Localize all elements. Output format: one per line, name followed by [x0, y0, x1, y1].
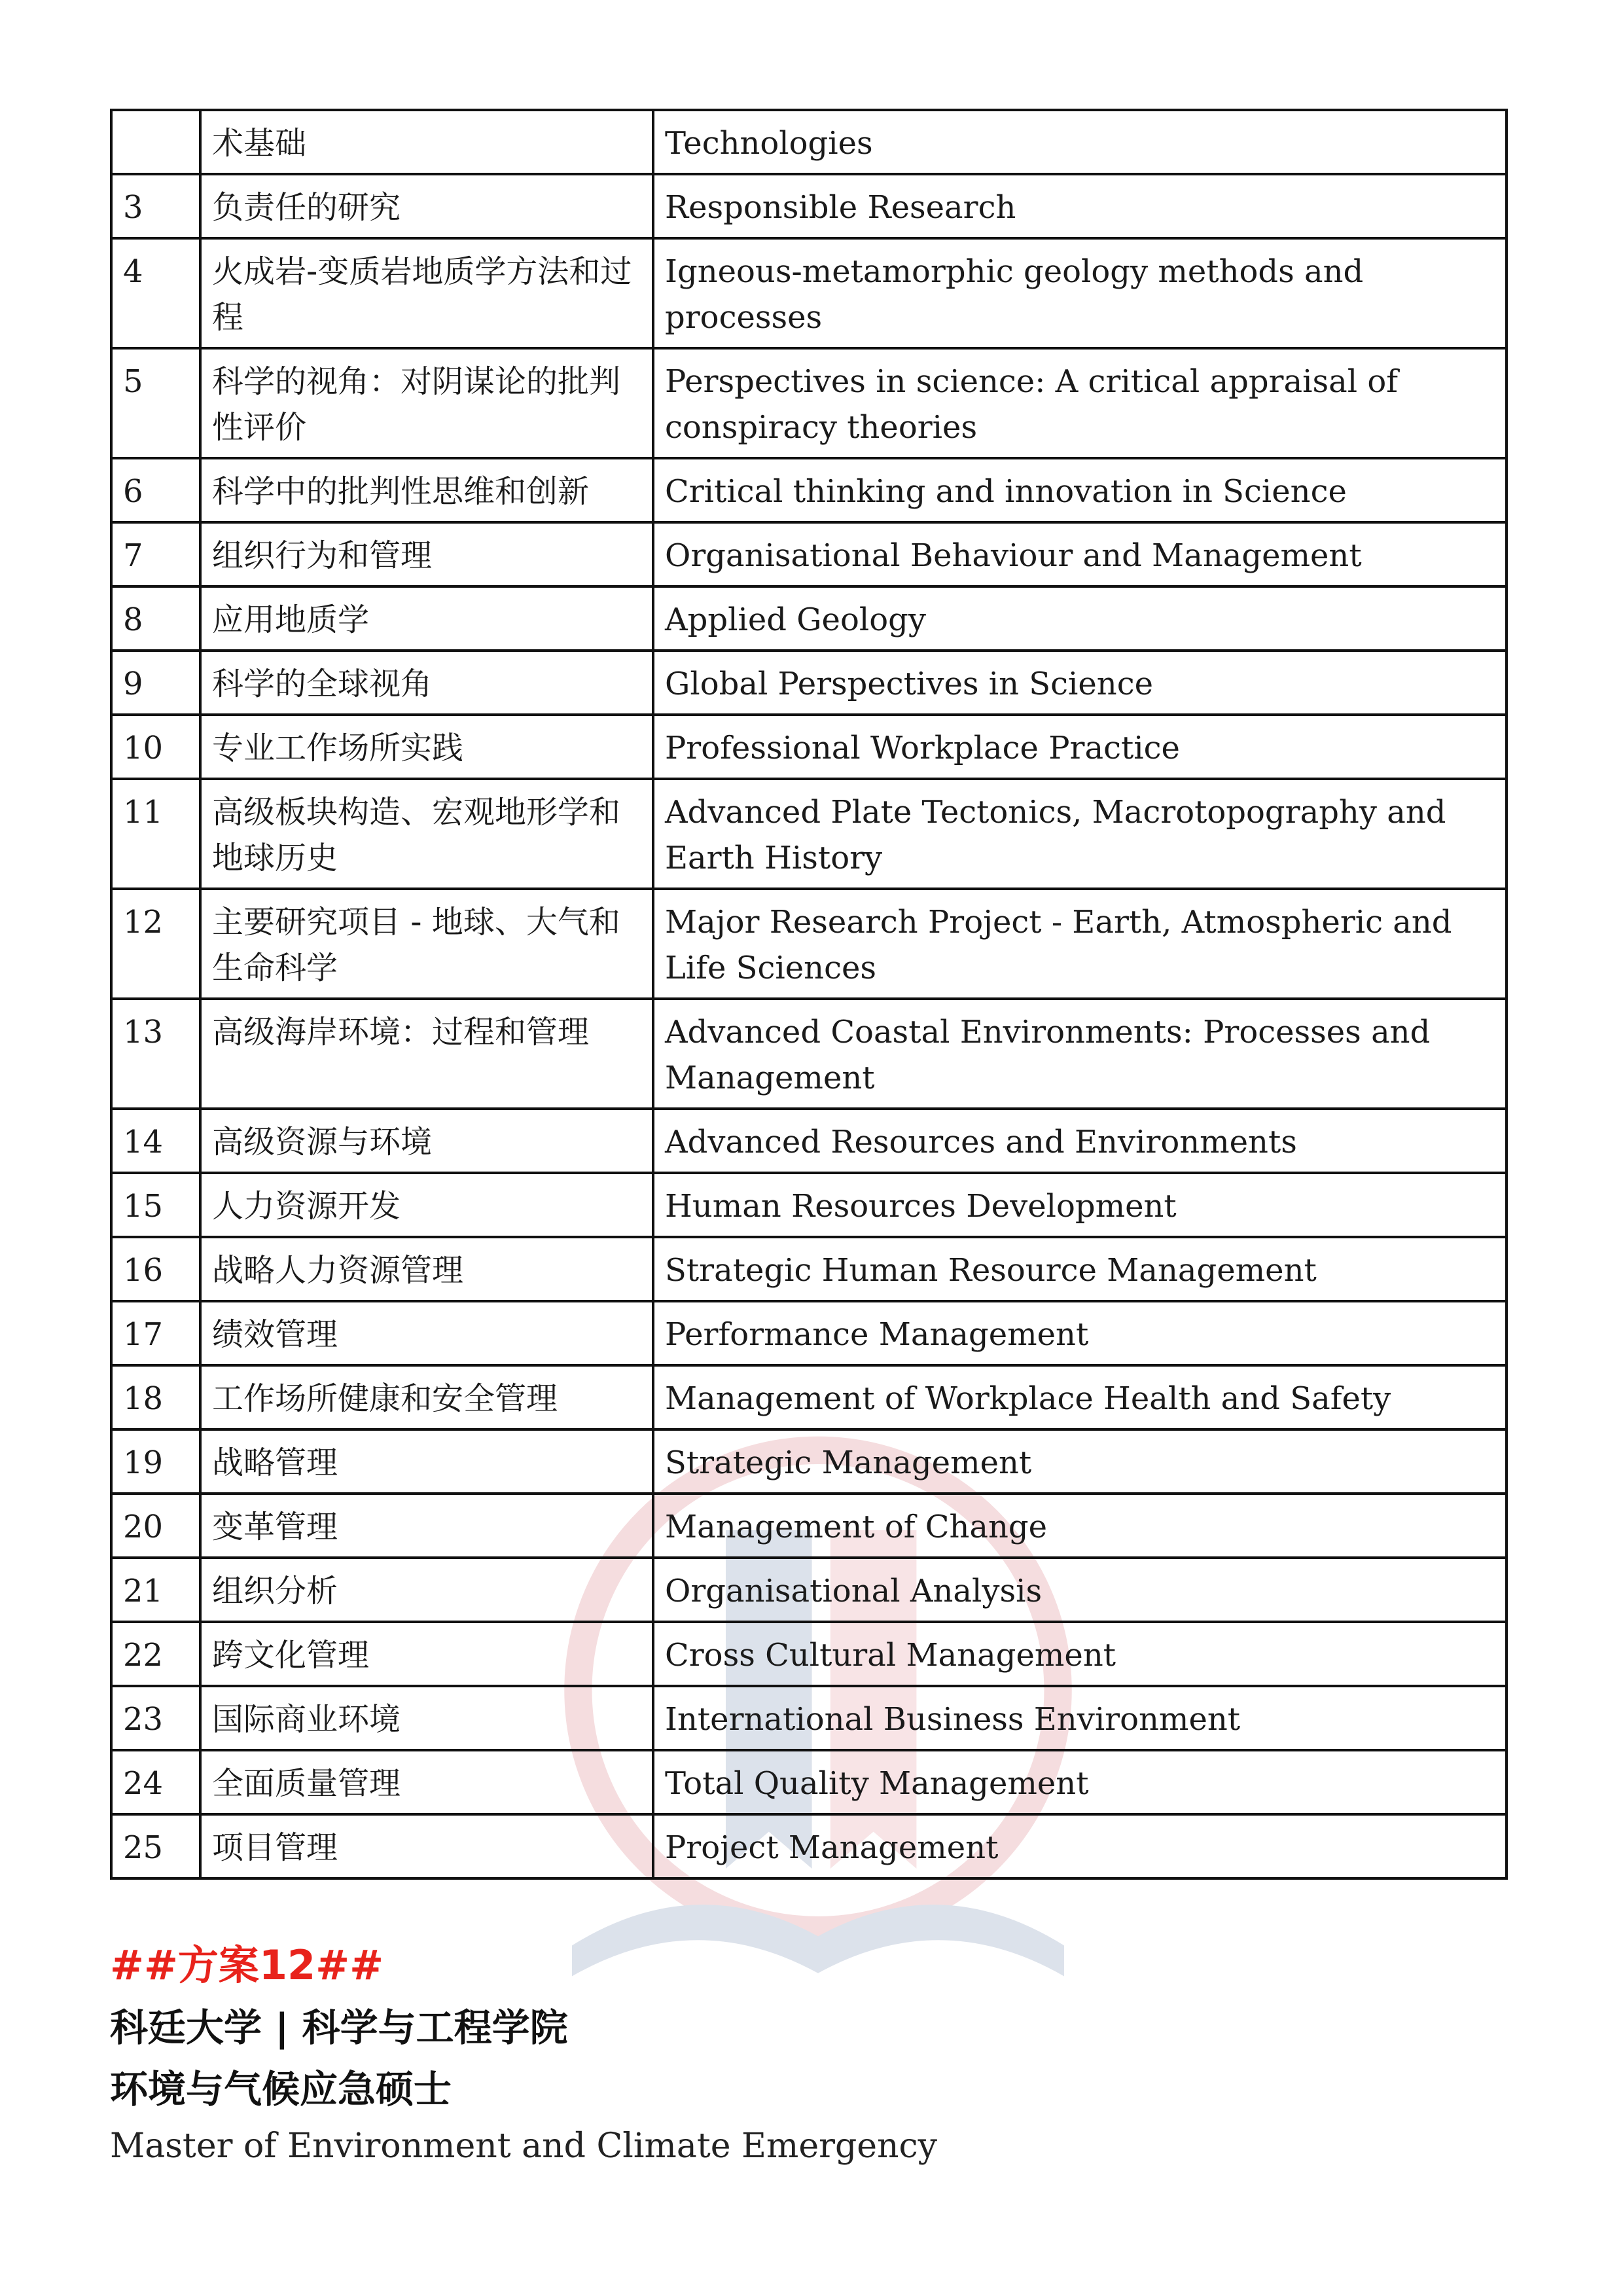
course-number-cell: 25: [111, 1814, 200, 1878]
course-number-cell: 16: [111, 1237, 200, 1301]
course-name-zh-cell: 跨文化管理: [200, 1622, 653, 1686]
course-number-cell: 7: [111, 522, 200, 586]
program-title-zh: 环境与气候应急硕士: [110, 2067, 452, 2111]
course-name-en-cell: Professional Workplace Practice: [653, 715, 1507, 779]
course-name-zh-cell: 火成岩-变质岩地质学方法和过程: [200, 238, 653, 348]
course-number-cell: 9: [111, 651, 200, 715]
course-number-cell: 8: [111, 586, 200, 651]
course-name-zh-cell: 主要研究项目 - 地球、大气和生命科学: [200, 889, 653, 999]
table-row: [111, 1494, 1507, 1558]
course-number-cell: 13: [111, 999, 200, 1109]
course-name-en-cell: Organisational Analysis: [653, 1558, 1507, 1622]
course-name-en-cell: Performance Management: [653, 1301, 1507, 1365]
course-number-cell: 21: [111, 1558, 200, 1622]
table-row: [111, 1109, 1507, 1173]
course-name-zh-cell: 高级资源与环境: [200, 1109, 653, 1173]
course-name-en-cell: Advanced Coastal Environments: Processes and Management: [653, 999, 1507, 1109]
course-number-cell: 23: [111, 1686, 200, 1750]
table-row: [111, 1173, 1507, 1237]
course-number-cell: 24: [111, 1750, 200, 1814]
course-name-en-cell: Applied Geology: [653, 586, 1507, 651]
table-row: [111, 174, 1507, 238]
course-name-zh-cell: 变革管理: [200, 1494, 653, 1558]
table-row: [111, 348, 1507, 458]
course-number-cell: [111, 110, 200, 174]
course-name-zh-cell: 科学的全球视角: [200, 651, 653, 715]
course-name-en-cell: Advanced Resources and Environments: [653, 1109, 1507, 1173]
table-row: [111, 586, 1507, 651]
course-name-zh-cell: 应用地质学: [200, 586, 653, 651]
table-row: [111, 1365, 1507, 1429]
table-row: [111, 522, 1507, 586]
course-number-cell: 10: [111, 715, 200, 779]
course-name-en-cell: Major Research Project - Earth, Atmospheric and Life Sciences: [653, 889, 1507, 999]
course-name-en-cell: Total Quality Management: [653, 1750, 1507, 1814]
course-number-cell: 5: [111, 348, 200, 458]
table-row: [111, 779, 1507, 889]
course-number-cell: 18: [111, 1365, 200, 1429]
course-name-en-cell: Organisational Behaviour and Management: [653, 522, 1507, 586]
university-heading: 科廷大学 | 科学与工程学院: [110, 2005, 568, 2050]
table-row: [111, 1558, 1507, 1622]
course-number-cell: 15: [111, 1173, 200, 1237]
course-name-zh-cell: 项目管理: [200, 1814, 653, 1878]
table-row: [111, 110, 1507, 174]
course-name-zh-cell: 负责任的研究: [200, 174, 653, 238]
course-name-en-cell: Perspectives in science: A critical appraisal of conspiracy theories: [653, 348, 1507, 458]
table-row: [111, 238, 1507, 348]
course-name-zh-cell: 组织分析: [200, 1558, 653, 1622]
course-name-zh-cell: 绩效管理: [200, 1301, 653, 1365]
course-number-cell: 12: [111, 889, 200, 999]
program-title-en: Master of Environment and Climate Emergency: [110, 2126, 937, 2166]
course-name-en-cell: International Business Environment: [653, 1686, 1507, 1750]
course-number-cell: 6: [111, 458, 200, 522]
table-row: [111, 1750, 1507, 1814]
table-row: [111, 458, 1507, 522]
course-name-en-cell: Advanced Plate Tectonics, Macrotopography and Earth History: [653, 779, 1507, 889]
course-number-cell: 17: [111, 1301, 200, 1365]
course-name-zh-cell: 高级海岸环境：过程和管理: [200, 999, 653, 1109]
course-name-zh-cell: 专业工作场所实践: [200, 715, 653, 779]
course-name-zh-cell: 科学的视角：对阴谋论的批判性评价: [200, 348, 653, 458]
course-name-en-cell: Critical thinking and innovation in Science: [653, 458, 1507, 522]
course-name-en-cell: Global Perspectives in Science: [653, 651, 1507, 715]
table-row: [111, 1814, 1507, 1878]
course-name-zh-cell: 国际商业环境: [200, 1686, 653, 1750]
course-name-zh-cell: 工作场所健康和安全管理: [200, 1365, 653, 1429]
course-name-zh-cell: 高级板块构造、宏观地形学和地球历史: [200, 779, 653, 889]
course-name-zh-cell: 科学中的批判性思维和创新: [200, 458, 653, 522]
course-name-en-cell: Management of Workplace Health and Safety: [653, 1365, 1507, 1429]
table-row: [111, 651, 1507, 715]
table-row: [111, 1686, 1507, 1750]
course-name-zh-cell: 术基础: [200, 110, 653, 174]
table-row: [111, 1301, 1507, 1365]
course-name-en-cell: Cross Cultural Management: [653, 1622, 1507, 1686]
course-number-cell: 3: [111, 174, 200, 238]
table-row: [111, 889, 1507, 999]
plan-label: ##方案12##: [110, 1941, 384, 1989]
course-name-en-cell: Technologies: [653, 110, 1507, 174]
course-name-zh-cell: 组织行为和管理: [200, 522, 653, 586]
table-row: [111, 715, 1507, 779]
course-name-en-cell: Strategic Human Resource Management: [653, 1237, 1507, 1301]
table-row: [111, 1622, 1507, 1686]
course-name-en-cell: Igneous-metamorphic geology methods and processes: [653, 238, 1507, 348]
course-number-cell: 22: [111, 1622, 200, 1686]
program-footer: [110, 1934, 937, 2172]
course-number-cell: 11: [111, 779, 200, 889]
course-number-cell: 19: [111, 1429, 200, 1494]
course-name-zh-cell: 战略管理: [200, 1429, 653, 1494]
course-name-en-cell: Management of Change: [653, 1494, 1507, 1558]
course-number-cell: 20: [111, 1494, 200, 1558]
course-name-zh-cell: 战略人力资源管理: [200, 1237, 653, 1301]
course-number-cell: 4: [111, 238, 200, 348]
table-row: [111, 999, 1507, 1109]
course-name-zh-cell: 全面质量管理: [200, 1750, 653, 1814]
course-number-cell: 14: [111, 1109, 200, 1173]
course-table: [110, 109, 1508, 1880]
course-name-en-cell: Human Resources Development: [653, 1173, 1507, 1237]
table-row: [111, 1429, 1507, 1494]
table-row: [111, 1237, 1507, 1301]
course-name-en-cell: Project Management: [653, 1814, 1507, 1878]
course-name-en-cell: Strategic Management: [653, 1429, 1507, 1494]
course-name-zh-cell: 人力资源开发: [200, 1173, 653, 1237]
course-name-en-cell: Responsible Research: [653, 174, 1507, 238]
